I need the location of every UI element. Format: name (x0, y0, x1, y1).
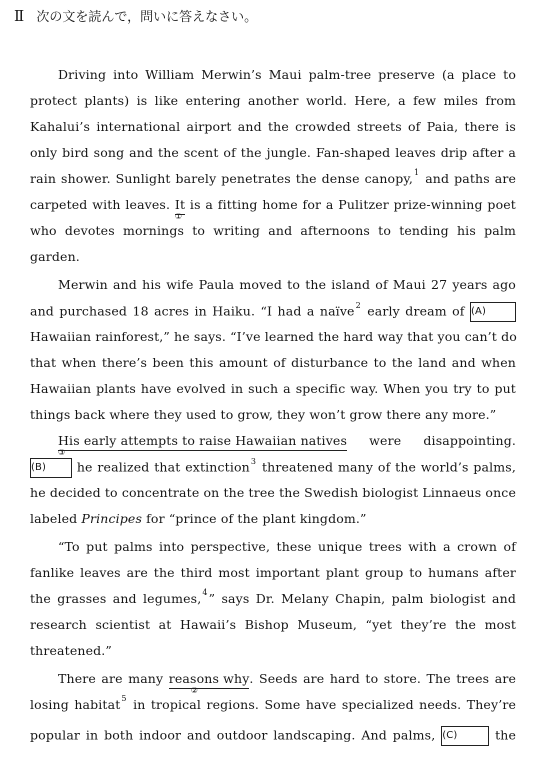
text-line: losing habitat$^5$ in tropical regions. Some have specialized needs. They’re (30, 694, 516, 712)
underlined-phrase-3: His early attempts to raise Hawaiian natives ③ (58, 432, 347, 451)
underlined-it: It ① (175, 196, 185, 215)
text-line: rain shower. Sunlight barely penetrates the dense canopy,$^1$ and paths are (30, 168, 516, 186)
text-line: fanlike leaves are the third most important plant group to humans after (30, 565, 516, 580)
marker-3: ③ (58, 448, 66, 457)
text-line: and purchased 18 acres in Haiku. “I had a naïve$^2$ early dream of (A) (30, 302, 516, 323)
blank-c: (C) (441, 726, 489, 746)
text-line: Kahalui’s international airport and the crowded streets of Paia, there is (30, 119, 516, 134)
text-line: that when there’s been this amount of disturbance to the land and when (30, 355, 516, 370)
text-line: only bird song and the scent of the jungle. Fan-shaped leaves drip after a (30, 145, 516, 160)
footnote-2: 2 (355, 300, 361, 310)
text-line: labeled Principes for “prince of the plant kingdom.” (30, 511, 367, 526)
text-line: His early attempts to raise Hawaiian natives ③ were disappointing. (30, 432, 516, 451)
text-line: carpeted with leaves. It ① is a fitting home for a Pulitzer prize-winning poet (30, 196, 516, 215)
text-line: the grasses and legumes,$^4$” says Dr. Melany Chapin, palm biologist and (30, 588, 517, 606)
marker-1: ① (174, 212, 183, 221)
underlined-phrase-2: reasons why ② (169, 670, 250, 689)
blank-b: (B) (30, 458, 72, 478)
text-line: Driving into William Merwin’s Maui palm-tree preserve (a place to (58, 67, 516, 82)
footnote-5: 5 (121, 694, 127, 703)
text-line: he decided to concentrate on the tree the Swedish biologist Linnaeus once (30, 485, 516, 500)
blank-a: (A) (470, 302, 516, 322)
text-line: garden. (30, 249, 80, 264)
footnote-1: 1 (414, 168, 420, 177)
question-header (14, 6, 257, 25)
italic-principes: Principes (81, 511, 143, 526)
footnote-3: 3 (250, 456, 257, 466)
text-line: research scientist at Hawaii’s Bishop Museum, “yet they’re the most (30, 617, 516, 632)
text-line: who devotes mornings to writing and afternoons to tending his palm (30, 223, 516, 238)
instruction-text: 次の文を読んで，問いに答えなさい。 (36, 10, 258, 25)
marker-2: ② (190, 686, 199, 695)
text-line: “To put palms into perspective, these unique trees with a crown of (58, 539, 516, 554)
text-line: There are many reasons why ② . Seeds are hard to store. The trees are (30, 670, 516, 689)
footnote-4: 4 (202, 588, 208, 597)
text-line: protect plants) is like entering another world. Here, a few miles from (30, 93, 516, 108)
section-number: Ⅱ (14, 7, 25, 25)
text-line: Hawaiian rainforest,” he says. “I’ve learned the hard way that you can’t do (30, 329, 517, 344)
text-line: threatened.” (30, 643, 112, 658)
text-line: popular in both indoor and outdoor landscaping. And palms, (C) the (30, 726, 516, 746)
text-line: Hawaiian plants have evolved in such a specific way. When you try to put (30, 381, 516, 396)
text-line: (B) he realized that extinction$^3$ threatened many of the world’s palms, (30, 458, 516, 479)
text-line: Merwin and his wife Paula moved to the island of Maui 27 years ago (58, 277, 516, 292)
text-line: things back where they used to grow, they won’t grow there any more.” (30, 407, 497, 422)
